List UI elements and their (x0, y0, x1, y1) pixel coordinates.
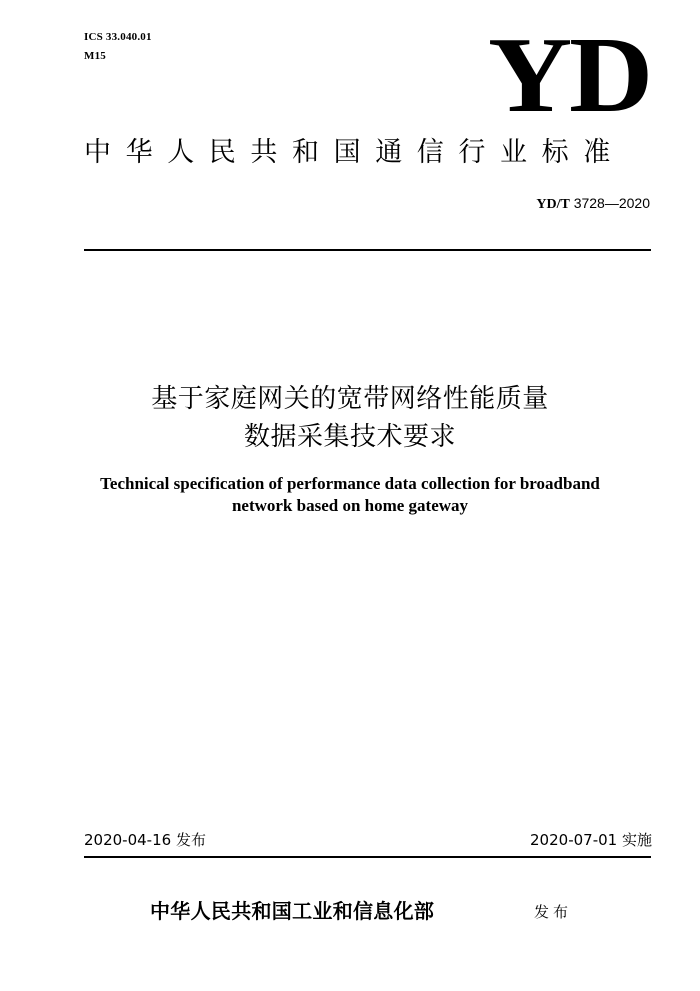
title-cn-line1: 基于家庭网关的宽带网络性能质量 (151, 384, 549, 414)
top-divider (84, 249, 651, 251)
standard-number (440, 194, 650, 214)
standard-number-prefix: YD/T (536, 197, 570, 212)
issue-date-value: 2020-04-16 (84, 831, 172, 849)
implementation-date (440, 830, 652, 850)
issue-date (84, 830, 206, 850)
standard-type-title: 中华人民共和国通信行业标准 (84, 137, 625, 168)
ccs-code: M15 (84, 50, 106, 62)
ics-code: ICS 33.040.01 (84, 31, 152, 43)
issuing-action: 发布 (534, 903, 573, 921)
issue-date-label: 发布 (175, 831, 206, 849)
standard-number-value: 3728—2020 (573, 195, 650, 211)
yd-logo: YD (487, 16, 650, 135)
title-en-line2: network based on home gateway (231, 496, 469, 515)
bottom-divider (84, 856, 651, 858)
title-cn-line2: 数据采集技术要求 (243, 422, 456, 452)
implementation-date-value: 2020-07-01 (530, 831, 618, 849)
implementation-date-label: 实施 (621, 831, 652, 849)
title-en-line1: Technical specification of performance data collection for broadband (100, 474, 600, 493)
issuing-authority: 中华人民共和国工业和信息化部 (150, 899, 435, 923)
